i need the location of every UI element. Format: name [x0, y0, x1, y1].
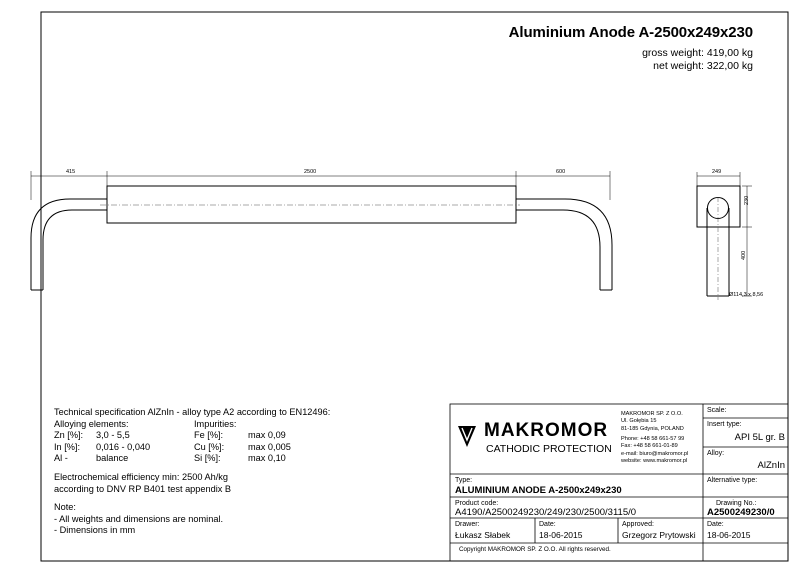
impurity-label: Si [%]:: [194, 453, 221, 464]
dim-right-leg: 600: [556, 169, 566, 175]
contact-line: Phone: +48 58 661-57 99: [621, 436, 685, 442]
note-label: Note:: [54, 502, 76, 513]
front-view: [31, 171, 612, 290]
spec-heading: Technical specification AlZnIn - alloy type A2 according to EN12496:: [54, 407, 331, 417]
technical-specification: [54, 407, 424, 537]
company-contact: [621, 436, 688, 465]
note-1: - All weights and dimensions are nominal.: [54, 513, 224, 524]
approval-date-value: 18-06-2015: [707, 530, 751, 540]
drawing-title: Aluminium Anode A-2500x249x230: [508, 24, 753, 41]
element-label: In [%]:: [54, 441, 81, 452]
impurity-label: Cu [%]:: [194, 441, 225, 452]
dim-left-leg: 415: [66, 169, 76, 175]
dim-insert: Ø114,3 x 8,56: [729, 292, 764, 298]
impurities-label: Impurities:: [194, 418, 237, 429]
dim-body-length: 2500: [304, 169, 317, 175]
impurity-label: Fe [%]:: [194, 430, 224, 441]
element-value: 3,0 - 5,5: [96, 430, 130, 441]
side-view: [697, 172, 752, 300]
drawing-no-label: Drawing No.:: [716, 500, 757, 507]
element-label: Zn [%]:: [54, 430, 84, 441]
company-address: [621, 411, 684, 433]
approved-label: Approved:: [622, 521, 654, 528]
contact-line: Fax: +48 58 661-01-89: [621, 443, 678, 450]
efficiency-line-2: according to DNV RP B401 test appendix B: [54, 483, 232, 494]
impurity-max: max 0,10: [248, 453, 286, 464]
alloy-label: Alloy:: [707, 450, 725, 457]
spec-header-row: [54, 419, 424, 431]
note-2: - Dimensions in mm: [54, 525, 136, 536]
date-value: 18-06-2015: [539, 530, 583, 540]
address-line: Ul. Gołębia 15: [621, 418, 657, 425]
drawer-label: Drawer:: [455, 521, 480, 528]
contact-line: website: www.makromor.pl: [621, 457, 688, 464]
insert-type-label: Insert type:: [707, 421, 742, 428]
alloy-value: AlZnIn: [757, 460, 785, 471]
approval-date-label: Date:: [707, 521, 724, 528]
type-value: ALUMINIUM ANODE A-2500x249x230: [455, 485, 622, 496]
makromor-logo-icon: [458, 426, 476, 447]
efficiency-line-1: Electrochemical efficiency min: 2500 Ah/kg: [54, 471, 228, 482]
drawing-no-value: A2500249230/0: [707, 507, 775, 518]
product-code-value: A4190/A2500249230/249/230/2500/3115/0: [455, 507, 637, 518]
net-weight: net weight: 322,00 kg: [653, 60, 753, 72]
element-value: balance: [96, 453, 129, 464]
alloying-label: Alloying elements:: [54, 418, 129, 429]
approved-value: Grzegorz Prytowski: [622, 530, 696, 540]
alternative-type-label: Alternative type:: [707, 477, 758, 484]
dim-width: 249: [712, 169, 722, 175]
insert-type-value: API 5L gr. B: [734, 432, 785, 443]
scale-label: Scale:: [707, 407, 727, 414]
impurity-max: max 0,09: [248, 430, 286, 441]
copyright: Copyright MAKROMOR SP. Z O.O. All rights reserved.: [459, 546, 611, 553]
element-label: Al -: [54, 453, 68, 464]
address-line: MAKROMOR SP. Z O.O.: [621, 411, 683, 417]
company-division: CATHODIC PROTECTION: [486, 443, 612, 455]
dim-depth: 400: [741, 250, 747, 260]
element-value: 0,016 - 0,040: [96, 441, 151, 452]
dim-height: 230: [744, 195, 750, 205]
drawer-value: Łukasz Słabek: [455, 530, 511, 540]
spec-row: [54, 453, 424, 465]
contact-line: e-mail: biuro@makromor.pl: [621, 450, 689, 457]
spec-row: [54, 442, 424, 454]
impurity-max: max 0,005: [248, 441, 291, 452]
date-label: Date:: [539, 521, 556, 528]
product-code-label: Product code:: [455, 500, 499, 507]
spec-row: [54, 430, 424, 442]
type-label: Type:: [455, 477, 473, 484]
address-line: 81-185 Gdynia, POLAND: [621, 425, 684, 432]
company-name: MAKROMOR: [484, 420, 609, 441]
gross-weight: gross weight: 419,00 kg: [642, 47, 753, 59]
